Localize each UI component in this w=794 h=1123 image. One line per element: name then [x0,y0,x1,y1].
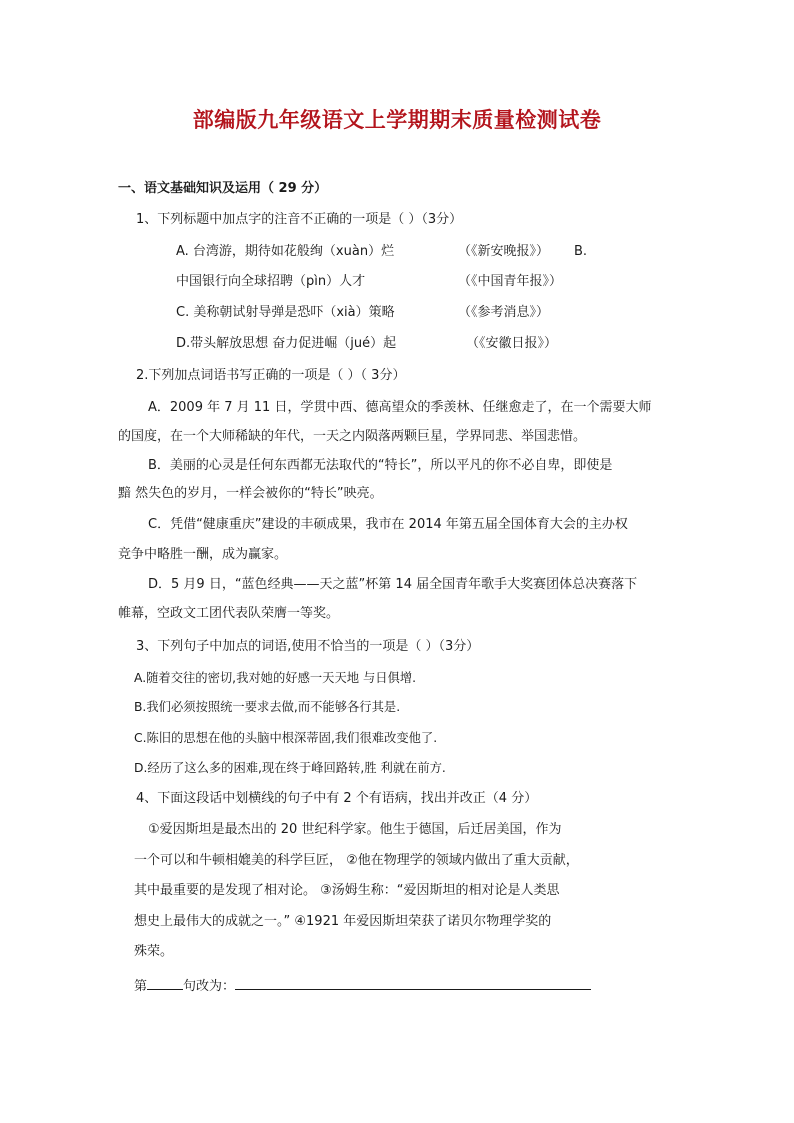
question-3-option-d: D.经历了这么多的困难,现在终于峰回路转,胜 利就在前方. [134,761,446,775]
sentence-number-blank[interactable] [147,975,183,990]
question-3-stem: 3、下列句子中加点的词语,使用不恰当的一项是（ ）（3分） [136,639,480,654]
question-1-option-a-source: （《新安晚报》） [458,244,550,259]
question-2-option-a-line-2: 的国度，在一个大师稀缺的年代，一天之内陨落两颗巨星，学界同悲、举国悲惜。 [118,429,587,444]
question-4-paragraph-line-1: ①爱因斯坦是最杰出的 20 世纪科学家。他生于德国，后迁居美国，作为 [148,822,562,837]
answer-blank[interactable] [235,975,591,990]
answer-label: 句改为： [183,979,236,994]
question-4-paragraph-line-4: 想史上最伟大的成就之一。” ④1921 年爱因斯坦荣获了诺贝尔物理学奖的 [134,914,552,929]
question-2-option-b-line-2: 黯 然失色的岁月，一样会被你的“特长”映亮。 [118,486,383,501]
question-1-option-d: D.带头解放思想 奋力促进崛（jué）起 [176,336,397,351]
question-1-option-b-source: （《中国青年报》） [458,274,563,289]
question-3-option-c: C.陈旧的思想在他的头脑中根深蒂固,我们很难改变他了. [134,731,438,745]
question-1-option-d-source: （《安徽日报》） [466,336,558,351]
question-4-paragraph-line-2: 一个可以和牛顿相媲美的科学巨匠， ②他在物理学的领域内做出了重大贡献， [134,853,579,868]
question-4-paragraph-line-5: 殊荣。 [134,944,174,959]
question-1-stem: 1、下列标题中加点字的注音不正确的一项是（ ）（3分） [136,212,463,227]
question-1-option-a: A. 台湾游，期待如花般绚（xuàn）烂 [176,244,395,259]
question-3-option-b: B.我们必须按照统一要求去做,而不能够各行其是. [134,700,401,714]
page-title: 部编版九年级语文上学期期末质量检测试卷 [192,108,602,132]
question-2-option-c-line-1: C．凭借“健康重庆”建设的丰硕成果，我市在 2014 年第五届全国体育大会的主办权 [148,517,628,532]
answer-row [134,975,591,997]
answer-prefix: 第 [134,979,148,994]
question-3-option-a: A.随着交往的密切,我对她的好感一天天地 与日俱增. [134,671,417,685]
question-2-option-a-line-1: A．2009 年 7 月 11 日，学贯中西、德高望众的季羡林、任继愈走了，在一个需要大师 [148,400,652,415]
question-4-stem: 4、下面这段话中划横线的句子中有 2 个有语病，找出并改正（4 分） [136,791,538,806]
question-1-option-b-label: B. [574,244,588,259]
question-2-option-d-line-1: D．5 月9 日，“蓝色经典——天之蓝”杯第 14 届全国青年歌手大奖赛团体总决赛落下 [148,577,638,592]
question-2-stem: 2.下列加点词语书写正确的一项是（ ）（ 3分） [136,368,406,383]
question-2-option-d-line-2: 帷幕，空政文工团代表队荣膺一等奖。 [118,606,340,621]
question-1-option-c-source: （《参考消息》） [458,305,550,320]
question-1-option-c: C. 美称朝试射导弹是恐吓（xià）策略 [176,305,395,320]
question-2-option-b-line-1: B．美丽的心灵是任何东西都无法取代的“特长”，所以平凡的你不必自卑，即使是 [148,458,613,473]
question-2-option-c-line-2: 竞争中略胜一酬，成为赢家。 [118,547,288,562]
section-heading: 一、语文基础知识及运用（ 29 分） [118,181,328,196]
question-1-option-b: 中国银行向全球招聘（pìn）人才 [176,274,366,289]
question-4-paragraph-line-3: 其中最重要的是发现了相对论。 ③汤姆生称：“爱因斯坦的相对论是人类思 [134,883,560,898]
